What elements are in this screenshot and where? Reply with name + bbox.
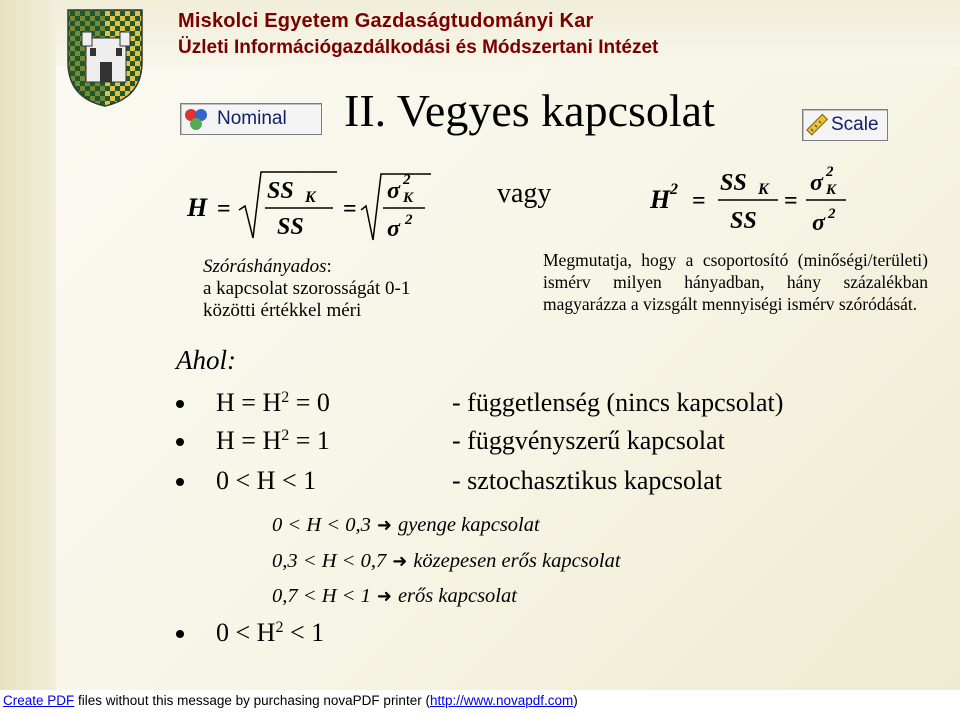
formula-right-ssk: SS [720,170,747,196]
bullet-condition: $H = H^2 = 1$ [216,426,330,455]
sub-description: gyenge kapcsolat [397,514,540,536]
create-pdf-link[interactable]: Create PDF [3,693,75,708]
sub-condition: 0 < H < 0,3 [272,514,371,536]
bullet-condition: 0 < H < 1 [216,466,317,495]
sub-item [272,550,621,573]
formula-right [650,160,860,240]
sub-description: erős kapcsolat [397,585,517,607]
bullet-condition: $0 < H^2 < 1$ [216,618,325,647]
formula-right-ss: SS [730,208,757,234]
formula-left-ss: SS [277,214,304,240]
footer-text-end: ) [573,693,578,708]
formula-right-sigmak: σ [810,170,823,196]
arrow-icon: ➜ [392,551,408,571]
formula-right-lhs-sup: 2 [670,181,678,198]
ratio-desc-line3: közötti értékkel méri [203,300,362,321]
svg-text:=: = [784,188,798,214]
left-decor-strip [0,0,56,690]
svg-text:=: = [343,196,357,222]
formula-right-ssk-sub: K [758,181,769,198]
formula-left-sigmak: σ [387,178,400,204]
ratio-description: Szóráshányados: a kapcsolat szorosságát 0-1 közötti értékkel méri [203,256,411,321]
slide-title: II. Vegyes kapcsolat [344,85,715,136]
university-name: Miskolci Egyetem Gazdaságtudományi Kar [178,10,594,32]
bullet-description: - sztochasztikus kapcsolat [452,466,723,495]
footer-text: files without this message by purchasing novaPDF printer ( [74,693,430,708]
nominal-icon [181,106,215,132]
institute-name: Üzleti Információgazdálkodási és Módszertani Intézet [178,37,659,58]
bullet-description: - függetlenség (nincs kapcsolat) [452,388,784,417]
ahol-heading: Ahol: [176,345,236,375]
formula-left [185,168,445,248]
sub-description: közepesen erős kapcsolat [413,550,621,572]
bullet-dot [176,400,184,408]
bullet-dot [176,478,184,486]
nominal-label: Nominal [217,108,287,129]
bullet-condition: $H = H^2 = 0$ [216,388,330,417]
sub-item [272,585,517,608]
formula-right-sigma: σ [812,210,825,236]
formula-left-sigma-sup: 2 [405,212,413,228]
formula-left-sigmak-sup: 2 [403,172,411,188]
sub-item [272,514,540,537]
scale-label: Scale [831,114,879,135]
sub-condition: 0,3 < H < 0,7 [272,550,387,572]
arrow-icon: ➜ [376,515,392,535]
explanation-text: Megmutatja, hogy a csoportosító (minőségi/területi) ismérv milyen hányadban, hány százalékban magyarázza a vizsgált mennyiségi ismérv szóródását. [543,250,928,314]
ruler-icon [803,112,829,138]
formula-left-lhs: H [187,193,208,222]
university-crest-icon [60,6,150,110]
arrow-icon: ➜ [376,586,392,606]
svg-text:=: = [692,188,706,214]
formula-right-lhs: H [650,185,671,214]
formula-left-ssk: SS [267,178,294,204]
vagy-text: vagy [497,178,552,209]
bullet-description: - függvényszerű kapcsolat [452,426,725,455]
formula-left-sigmak-sub: K [403,190,414,206]
formula-right-sigma-sup: 2 [828,206,836,222]
bullet-dot [176,438,184,446]
novapdf-link[interactable]: http://www.novapdf.com [429,693,574,708]
svg-text:=: = [217,196,231,222]
pdf-footer [0,690,960,714]
formula-right-sigmak-sub: K [826,182,837,198]
formula-left-ssk-sub: K [305,189,316,206]
formula-left-sigma: σ [387,216,400,242]
ratio-term: Szóráshányados [203,256,327,277]
bullet-dot [176,630,184,638]
sub-condition: 0,7 < H < 1 [272,585,371,607]
scale-badge [802,109,888,141]
ratio-desc-line2: a kapcsolat szorosságát 0-1 [203,278,411,299]
formula-right-sigmak-sup: 2 [826,164,834,180]
nominal-badge [180,103,322,135]
